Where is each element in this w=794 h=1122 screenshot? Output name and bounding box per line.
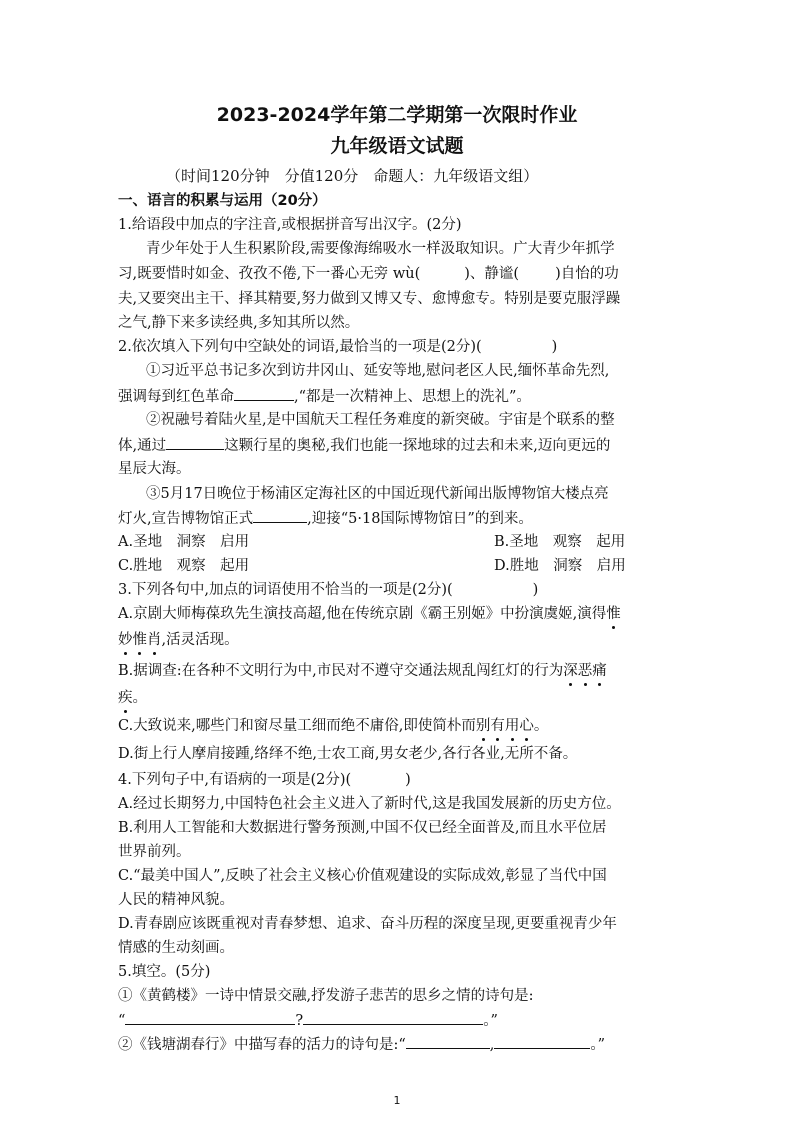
q5-blank-4[interactable] <box>494 1034 590 1049</box>
q2-text: ,“都是一次精神上、思想上的洗礼”。 <box>294 389 531 405</box>
q2-option-c[interactable]: C.胜地 观察 起用 <box>118 558 250 574</box>
q3-option-c[interactable] <box>118 716 678 736</box>
q4-option-b-line-2: 世界前列。 <box>118 844 191 860</box>
q4-option-c-line-1[interactable]: C.“最美中国人”,反映了社会主义核心价值观建设的实际成效,彰显了当代中国 <box>118 868 607 884</box>
q2-text: 这颗行星的奥秘,我们也能一探地球的过去和未来,迈向更远的 <box>224 438 611 454</box>
q3-text: ,活灵活现。 <box>161 632 239 648</box>
q2-text: 体,通过 <box>118 438 167 454</box>
exam-subtitle: 九年级语文试题 <box>330 135 464 157</box>
q3-dotted-char: 用 <box>504 718 520 734</box>
q3-dotted-char: 恶 <box>577 663 593 679</box>
q4-option-d-line-2: 情感的生动刻画。 <box>118 940 234 956</box>
q5-item-1: ①《黄鹤楼》一诗中情景交融,抒发游子悲苦的思乡之情的诗句是: <box>118 988 534 1004</box>
q2-options-row-1 <box>118 532 678 552</box>
q2-sentence-1a: ①习近平总书记多次到访井冈山、延安等地,慰问老区人民,缅怀革命先烈, <box>146 363 610 379</box>
q2-sentence-2a: ②祝融号着陆火星,是中国航天工程任务难度的新突破。宇宙是个联系的整 <box>146 412 615 428</box>
q3-prompt-text: ) <box>532 582 539 598</box>
q5-text: 。” <box>483 1013 498 1029</box>
exam-meta: （时间120分钟 分值120分 命题人：九年级语文组） <box>166 167 539 185</box>
q2-text: ,迎接“5·18国际博物馆日”的到来。 <box>307 511 533 527</box>
q5-blank-1[interactable] <box>125 1010 295 1025</box>
q1-text: 习,既要惜时如金、孜孜不倦,下一番心无旁 wù( <box>118 266 421 282</box>
q4-option-a[interactable]: A.经过长期努力,中国特色社会主义进入了新时代,这是我国发展新的历史方位。 <box>118 796 621 812</box>
q4-option-c-line-2: 人民的精神风貌。 <box>118 892 234 908</box>
q2-sentence-1b <box>118 386 678 407</box>
q3-text: C.大致说来,哪些门和窗尽量工细而绝不庸俗,即使简朴而 <box>118 718 476 734</box>
q4-prompt <box>118 770 678 790</box>
q4-prompt-text: ) <box>405 772 411 788</box>
q3-dotted-char: 妙 <box>118 632 133 648</box>
q3-dotted-char: 惟 <box>606 606 621 622</box>
q3-text: 。 <box>132 690 147 706</box>
q3-text: A.京剧大师梅葆玖先生演技高超,他在传统京剧《霸王别姬》中扮演虞姬,演得 <box>118 606 607 622</box>
q5-blank-3[interactable] <box>406 1034 490 1049</box>
q2-sentence-2c: 星辰大海。 <box>118 461 191 477</box>
q3-option-d[interactable]: D.街上行人摩肩接踵,络绎不绝,士农工商,男女老少,各行各业,无所不备。 <box>118 746 578 762</box>
q2-sentence-2b <box>118 435 678 456</box>
q3-dotted-char: 疾 <box>118 690 133 706</box>
q3-dotted-char: 痛 <box>592 663 607 679</box>
q5-item-2 <box>118 1034 678 1055</box>
q3-dotted-char: 惟 <box>132 632 147 648</box>
q3-text: B.据调查:在各种不文明行为中,市民对不遵守交通法规乱闯红灯的行为 <box>118 663 564 679</box>
q2-sentence-3b <box>118 508 678 529</box>
q4-prompt-text: 4.下列句子中,有语病的一项是(2分)( <box>118 772 352 788</box>
q2-fill-blank-2[interactable] <box>166 435 224 450</box>
q2-prompt <box>118 337 678 357</box>
q3-option-a-line-1[interactable] <box>118 604 678 624</box>
page-number: 1 <box>393 1094 401 1107</box>
q2-option-b[interactable]: B.圣地 观察 起用 <box>494 534 626 550</box>
q3-option-a-line-2 <box>118 630 678 650</box>
q5-text: , <box>489 1037 495 1053</box>
q3-option-b-line-1[interactable] <box>118 661 678 681</box>
q3-dotted-char: 有 <box>490 718 505 734</box>
q2-prompt-text: ) <box>551 339 558 355</box>
q5-blank-2[interactable] <box>303 1010 483 1025</box>
q2-text: 灯火,宣告博物馆正式 <box>118 511 254 527</box>
q5-text: ? <box>295 1013 304 1029</box>
q3-prompt-text: 3.下列各句中,加点的词语使用不恰当的一项是(2分)( <box>118 582 453 598</box>
q5-item-1-answer <box>118 1010 678 1031</box>
q2-fill-blank-1[interactable] <box>234 386 294 401</box>
q2-option-d[interactable]: D.胜地 洞察 启用 <box>494 558 626 574</box>
q5-text: ②《钱塘湖春行》中描写春的活力的诗句是:“ <box>118 1037 406 1053</box>
q1-line-2 <box>118 264 678 284</box>
q3-text: 。 <box>533 718 549 734</box>
q3-prompt <box>118 580 678 600</box>
q3-dotted-char: 深 <box>563 663 578 679</box>
q1-line-1: 青少年处于人生积累阶段,需要像海绵吸水一样汲取知识。广大青少年抓学 <box>146 241 615 257</box>
q1-text: )、静谧( <box>464 266 520 282</box>
q5-prompt: 5.填空。(5分) <box>118 964 211 980</box>
q2-options-row-2 <box>118 556 678 576</box>
q3-option-b-line-2 <box>118 688 678 708</box>
q1-line-3: 夫,又要突出主干、择其精要,努力做到又博又专、愈博愈专。特别是要克服浮躁 <box>118 291 621 307</box>
q2-text: 强调每到红色革命 <box>118 389 234 405</box>
q3-dotted-char: 别 <box>475 718 491 734</box>
exam-title: 2023-2024学年第二学期第一次限时作业 <box>216 104 578 126</box>
q3-dotted-char: 肖 <box>147 632 162 648</box>
q4-option-d-line-1[interactable]: D.青春剧应该既重视对青春梦想、追求、奋斗历程的深度呈现,更要重视青少年 <box>118 916 617 932</box>
q2-prompt-text: 2.依次填入下列句中空缺处的词语,最恰当的一项是(2分)( <box>118 339 482 355</box>
section-heading: 一、语言的积累与运用（20分） <box>118 193 327 209</box>
q2-option-a[interactable]: A.圣地 洞察 启用 <box>118 534 250 550</box>
q1-text: )自怡的功 <box>555 266 619 282</box>
q1-line-4: 之气,静下来多读经典,多知其所以然。 <box>118 315 360 331</box>
q4-option-b-line-1[interactable]: B.利用人工智能和大数据进行警务预测,中国不仅已经全面普及,而且水平位居 <box>118 820 607 836</box>
q3-dotted-char: 心 <box>519 718 534 734</box>
q5-text: 。” <box>590 1037 606 1053</box>
q2-fill-blank-3[interactable] <box>253 508 307 523</box>
q1-prompt: 1.给语段中加点的字注音,或根据拼音写出汉字。(2分) <box>118 217 462 233</box>
q5-text: “ <box>118 1013 126 1029</box>
q2-sentence-3a: ③5月17日晚位于杨浦区定海社区的中国近现代新闻出版博物馆大楼点亮 <box>146 486 609 502</box>
